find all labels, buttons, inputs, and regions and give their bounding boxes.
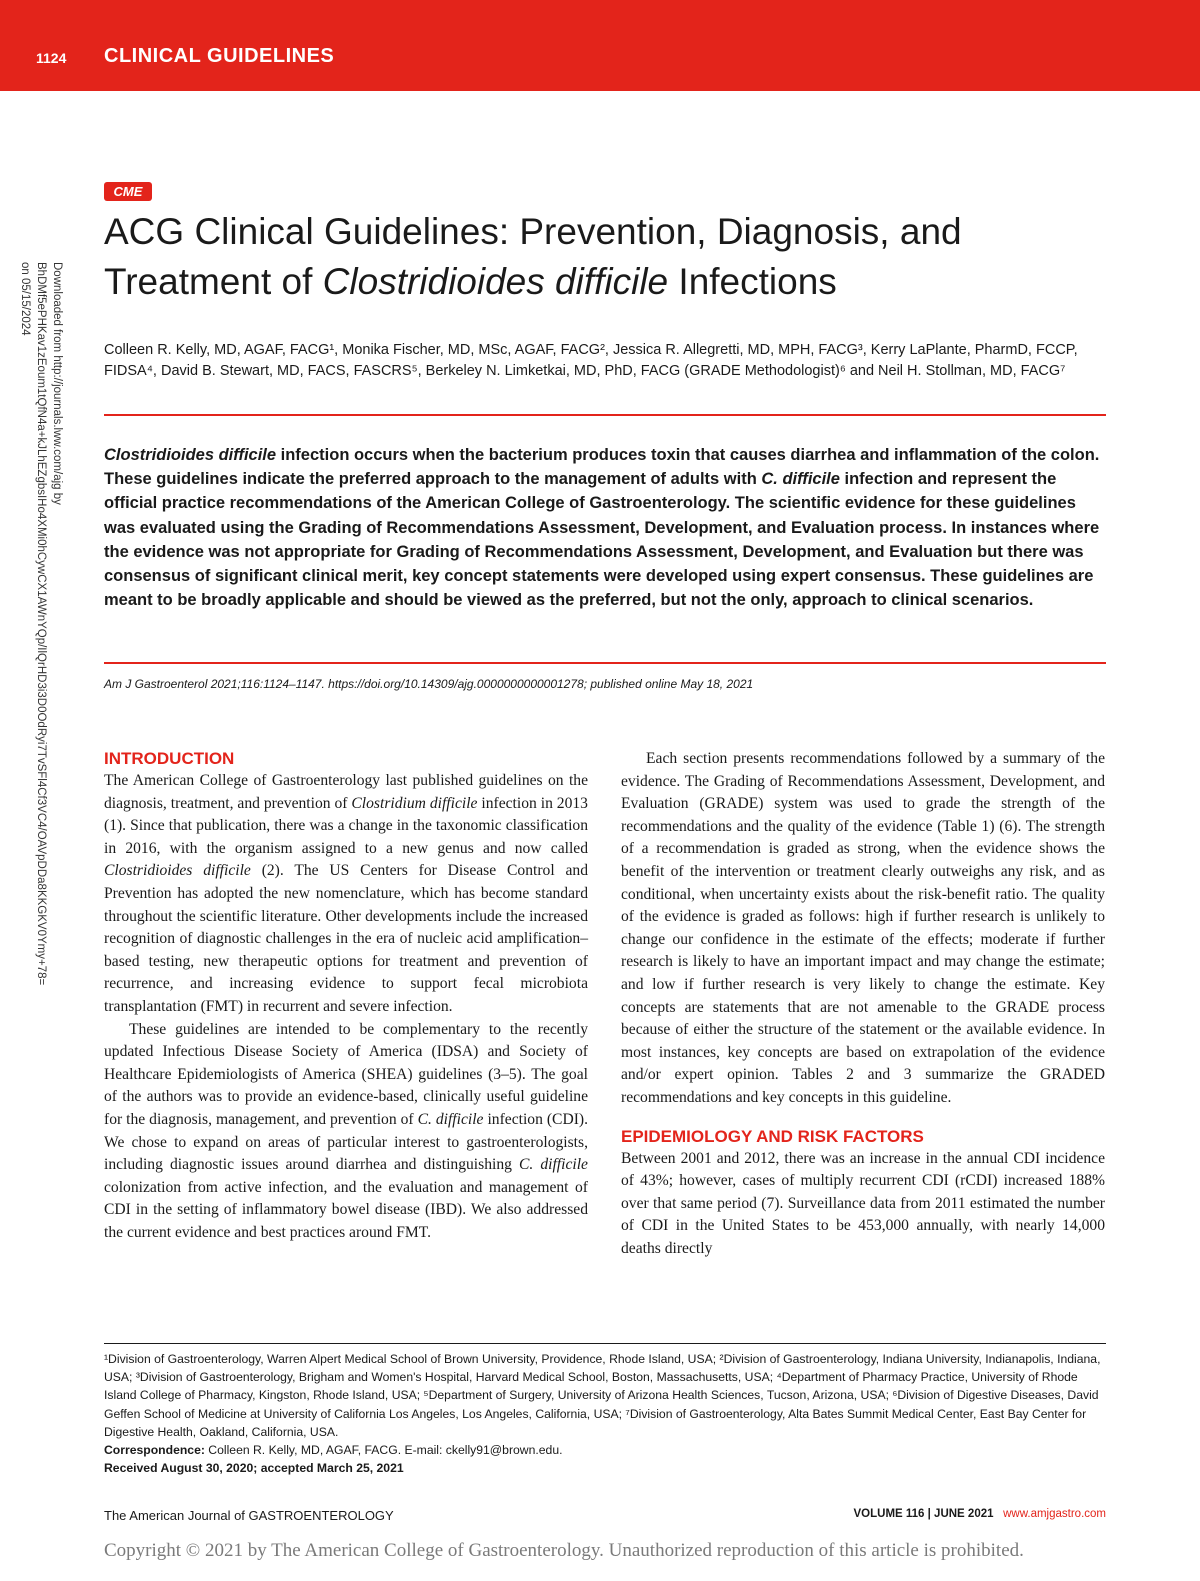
text-run: The American College of Gastroenterology last published guidelines on the diagnosis, treatment, and prevention of xyxy=(104,772,588,812)
section-label: CLINICAL GUIDELINES xyxy=(104,45,335,67)
footnote-divider xyxy=(104,1343,1106,1344)
left-column xyxy=(104,748,588,1244)
title-line-1: ACG Clinical Guidelines: Prevention, Diagnosis, and xyxy=(104,211,962,252)
abstract-text-2: infection and represent the official practice recommendations of the American College of Gastroenterology. The scientific evidence for these guidelines was evaluated using the Grading of Recommendations Assessment, Development, and Evaluation process. In instances where the evidence was not appropriate for Grading of Recommendations Assessment, Development, and Evaluation but there was consensus of significant clinical merit, key concept statements were developed using expert consensus. These guidelines are meant to be broadly applicable and should be viewed as the preferred, but not the only, approach to clinical scenarios. xyxy=(104,470,1100,610)
intro-heading: INTRODUCTION xyxy=(104,749,235,768)
journal-link[interactable]: www.amjgastro.com xyxy=(1003,1508,1106,1520)
methods-paragraph: Each section presents recommendations followed by a summary of the evidence. The Grading of Recommendations Assessment, Development, and Evaluation (GRADE) system was used to grade the strength of the recommendations and the quality of the evidence (Table 1) (6). The strength of a recommendation is graded as strong, when the evidence shows the benefit of the intervention or treatment clearly outweighs any risk, and as conditional, when uncertainty exists about the risk-benefit ratio. The quality of the evidence is graded as follows: high if further research is unlikely to change our confidence in the estimate of the effects; moderate if further research is likely to have an important impact and may change the estimate; and low if further research is very likely to change the estimate. Key concepts are statements that are not amenable to the GRADE process because of either the structure of the statement or the available evidence. In most instances, key concepts are based on extrapolation of the evidence and/or expert opinion. Tables 2 and 3 summarize the GRADED recommendations and key concepts in this guideline. xyxy=(621,750,1105,1106)
organism-name: C. difficile xyxy=(518,1156,588,1174)
journal-name: The American Journal of GASTROENTEROLOGY xyxy=(104,1508,394,1523)
abstract-organism: Clostridioides difficile xyxy=(104,446,277,464)
text-run: (2). The US Centers for Disease Control and Prevention has adopted the new nomenclature, which has become standard throughout the scientific literature. Other developments include the increased recognition of diagnostic challenges in the era of nucleic acid amplification–based testing, new therapeutic options for treatment and prevention of recurrence, and increasing evidence to support fecal microbiota transplantation (FMT) in recurrent and severe infection. xyxy=(104,862,588,1015)
article-title xyxy=(104,207,1104,307)
divider-abstract xyxy=(104,662,1106,664)
epidemiology-paragraph: Between 2001 and 2012, there was an increase in the annual CDI incidence of 43%; however, cases of multiply recurrent CDI (rCDI) increased 188% over that same period (7). Surveillance data from 2011 estimated the number of CDI in the United States to be 453,000 annually, with nearly 14,000 deaths directly xyxy=(621,1149,1105,1257)
text-run: colonization from active infection, and the evaluation and management of CDI in the setting of inflammatory bowel disease (IBD). We also addressed the current evidence and best practices around FMT. xyxy=(104,1178,588,1241)
text-run: These guidelines are intended to be complementary to the recently updated Infectious Disease Society of America (IDSA) and Society of Healthcare Epidemiologists of America (SHEA) guidelines (3–5). The goal of the authors was to provide an evidence-based, clinically useful guideline for the diagnosis, management, and prevention of xyxy=(104,1020,588,1128)
organism-name: Clostridioides difficile xyxy=(104,862,251,880)
volume-info xyxy=(854,1508,1107,1520)
intro-paragraph-1 xyxy=(104,770,588,1019)
intro-paragraph-2 xyxy=(104,1019,588,1245)
organism-name: C. difficile xyxy=(417,1110,484,1128)
author-list: Colleen R. Kelly, MD, AGAF, FACG¹, Monika Fischer, MD, MSc, AGAF, FACG², Jessica R. Allegretti, MD, MPH, FACG³, Kerry LaPlante, PharmD, FCCP, FIDSA⁴, David B. Stewart, MD, FACS, FASCRS⁵, Berkeley N. Limketkai, MD, PhD, FACG (GRADE Methodologist)⁶ and Neil H. Stollman, MD, FACG⁷ xyxy=(104,342,1078,379)
copyright-notice: Copyright © 2021 by The American College of Gastroenterology. Unauthorized reproduction of this article is prohibited. xyxy=(104,1540,1024,1561)
received-dates: Received August 30, 2020; accepted March 25, 2021 xyxy=(104,1461,404,1476)
abstract-text-1: infection occurs when the bacterium produces toxin that causes diarrhea and inflammation of the colon. These guidelines indicate the preferred approach to the management of adults with xyxy=(104,446,1100,489)
abstract-organism-2: C. difficile xyxy=(761,470,840,489)
correspondence-label: Correspondence: xyxy=(104,1443,205,1458)
title-line-2 xyxy=(104,257,1104,307)
title-text-end: Infections xyxy=(668,261,837,302)
volume-text: VOLUME 116 | JUNE 2021 xyxy=(853,1508,994,1520)
affiliations: ¹Division of Gastroenterology, Warren Alpert Medical School of Brown University, Providence, Rhode Island, USA; ²Division of Gastroenterology, Indiana University, Indianapolis, Indiana, USA; ³Division of Gastroenterology, Brigham and Women's Hospital, Harvard Medical School, Boston, Massachusetts, USA; ⁴Department of Pharmacy Practice, University of Rhode Island College of Pharmacy, Kingston, Rhode Island, USA; ⁵Department of Surgery, University of Arizona Health Sciences, Tucson, Arizona, USA; ⁶Division of Digestive Diseases, David Geffen School of Medicine at University of California Los Angeles, Los Angeles, California, USA; ⁷Division of Gastroenterology, Alta Bates Summit Medical Center, East Bay Center for Digestive Health, Oakland, California, USA. xyxy=(104,1352,1101,1439)
cme-badge: CME xyxy=(104,182,152,201)
epidemiology-heading: EPIDEMIOLOGY AND RISK FACTORS xyxy=(621,1126,924,1146)
page-number: 1124 xyxy=(36,50,67,66)
header-bar xyxy=(0,0,1200,91)
organism-name: Clostridium difficile xyxy=(351,794,478,812)
title-organism: Clostridioides difficile xyxy=(322,261,669,302)
text-run: infection (CDI). We chose to expand on areas of particular interest to gastroenterologists, including diagnostic issues around diarrhea and distinguishing xyxy=(104,1110,588,1174)
right-column xyxy=(621,748,1105,1260)
citation: Am J Gastroenterol 2021;116:1124–1147. https://doi.org/10.14309/ajg.0000000000001278; published online May 18, 2021 xyxy=(104,677,754,691)
abstract xyxy=(104,443,1108,612)
divider-top xyxy=(104,414,1106,416)
correspondence xyxy=(104,1441,1108,1459)
correspondence-text: Colleen R. Kelly, MD, AGAF, FACG. E-mail: ckelly91@brown.edu. xyxy=(204,1443,563,1458)
text-run: infection in 2013 (1). Since that publication, there was a change in the taxonomic classification in 2016, with the organism assigned to a new genus and now called xyxy=(104,794,588,857)
footnotes xyxy=(104,1350,1108,1477)
title-text: Treatment of xyxy=(104,261,323,302)
download-watermark: Downloaded from http://journals.lww.com/ajg by BhDMf5ePHKav1zEoum1tQfN4a+kJLhEZgbsIHo4XMi0hCywCX1AWnYQp/IlQrHD3i3D0OdRyi7TvSFl4Cf3VC4/OAVpDDa8KKGKV0Ymy+78= on 05/15/2024 xyxy=(19,262,63,986)
